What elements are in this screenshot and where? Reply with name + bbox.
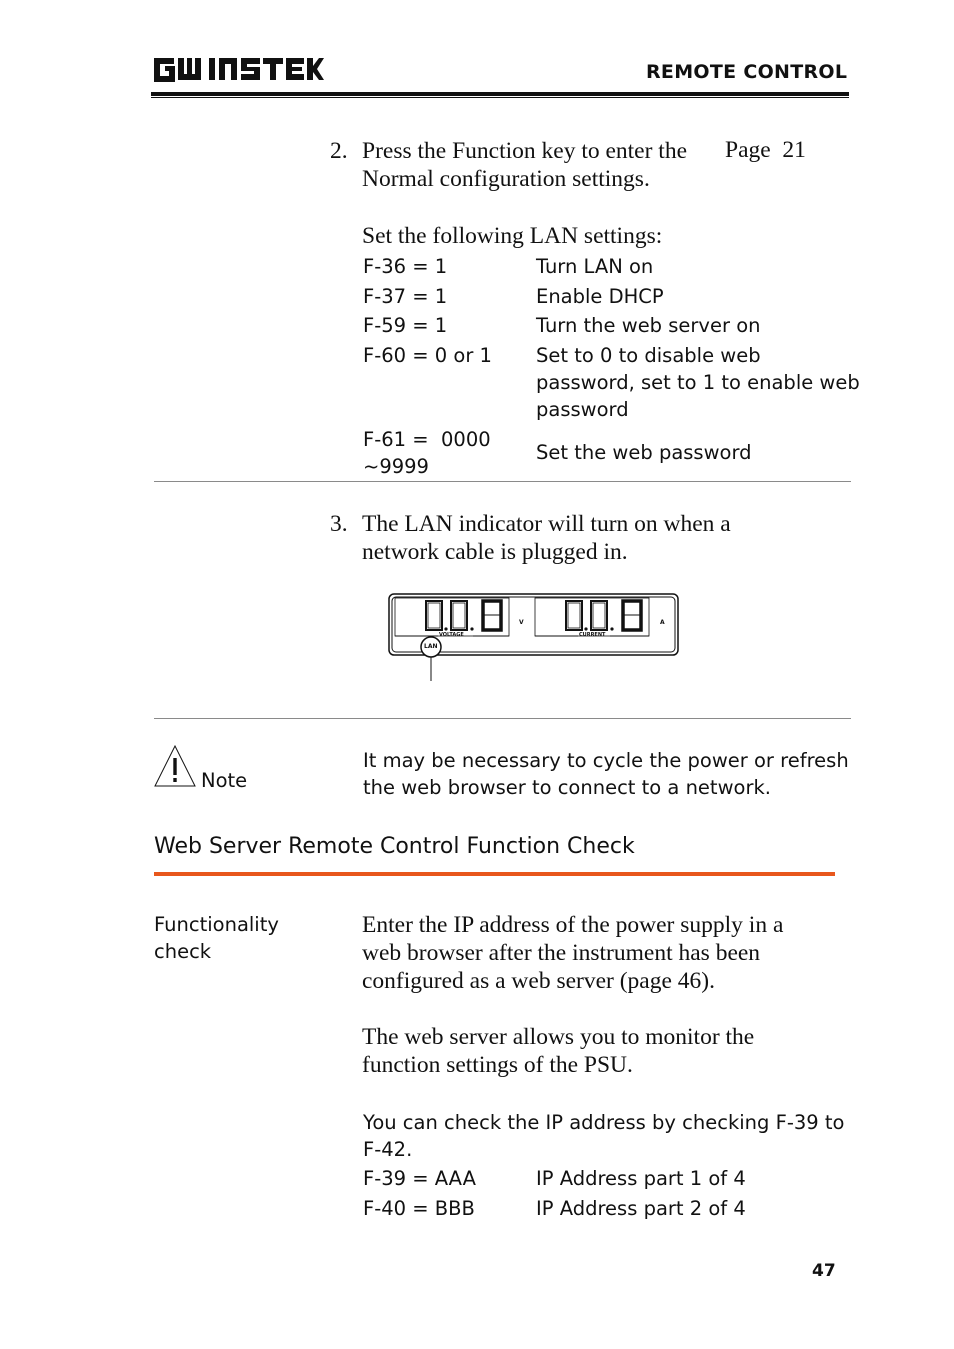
section-title: Web Server Remote Control Function Check [154, 834, 635, 859]
header-rule [151, 92, 849, 96]
step2-number: 2. [330, 138, 348, 164]
gw-instek-logo [152, 54, 324, 84]
note-line1: It may be necessary to cycle the power or refresh [363, 749, 849, 772]
panel-illustration [388, 593, 680, 683]
lan-indicator-label: LAN [424, 643, 438, 650]
setting-desc: IP Address part 1 of 4 [536, 1167, 746, 1190]
step2-line2: Normal configuration settings. [362, 166, 650, 192]
setting-key: F-59 = 1 [363, 314, 448, 337]
voltage-label: VOLTAGE [439, 632, 464, 638]
setting-desc: Set the web password [536, 441, 752, 464]
setting-key-line: ~9999 [363, 455, 429, 478]
current-label: CURRENT [579, 632, 606, 638]
para-line: web browser after the instrument has been [362, 940, 761, 966]
check-line: F-42. [363, 1138, 413, 1161]
setting-key: F-37 = 1 [363, 285, 448, 308]
check-line: You can check the IP address by checking F-39 to [363, 1111, 845, 1134]
setting-desc-line: password [536, 398, 629, 421]
para-line: Enter the IP address of the power supply in a [362, 912, 784, 938]
warning-icon [154, 745, 196, 787]
para-line: configured as a web server (page 46). [362, 968, 715, 994]
header-section-title: REMOTE CONTROL [646, 61, 848, 83]
step3-line2: network cable is plugged in. [362, 539, 628, 565]
step3-line1: The LAN indicator will turn on when a [362, 511, 731, 537]
para-line: function settings of the PSU. [362, 1052, 633, 1078]
functionality-label: Functionality [154, 913, 279, 936]
header-rule-thin [151, 97, 849, 98]
step2-line1: Press the Function key to enter the [362, 138, 688, 164]
setting-desc: Turn LAN on [536, 255, 654, 278]
setting-key: F-39 = AAA [363, 1167, 476, 1190]
setting-desc: IP Address part 2 of 4 [536, 1197, 746, 1220]
functionality-label: check [154, 940, 212, 963]
logo [152, 54, 324, 84]
setting-desc: Enable DHCP [536, 285, 664, 308]
note-label: Note [201, 769, 248, 792]
step2-intro: Set the following LAN settings: [362, 223, 663, 249]
divider [154, 481, 851, 482]
setting-desc: Turn the web server on [536, 314, 761, 337]
step3-number: 3. [330, 511, 348, 537]
page-number: 47 [812, 1261, 836, 1281]
setting-key: F-36 = 1 [363, 255, 448, 278]
voltage-unit: V [519, 619, 524, 626]
step2-page-ref: Page 21 [725, 137, 806, 163]
divider [154, 718, 851, 719]
setting-key-line: F-61 = 0000 [363, 428, 491, 451]
setting-key: F-60 = 0 or 1 [363, 344, 492, 367]
note-line2: the web browser to connect to a network. [363, 776, 771, 799]
front-panel-display [388, 593, 680, 683]
section-accent-rule [154, 872, 835, 876]
current-unit: A [660, 619, 665, 626]
setting-desc-line: Set to 0 to disable web [536, 344, 761, 367]
setting-desc-line: password, set to 1 to enable web [536, 371, 860, 394]
para-line: The web server allows you to monitor the [362, 1024, 755, 1050]
setting-key: F-40 = BBB [363, 1197, 475, 1220]
